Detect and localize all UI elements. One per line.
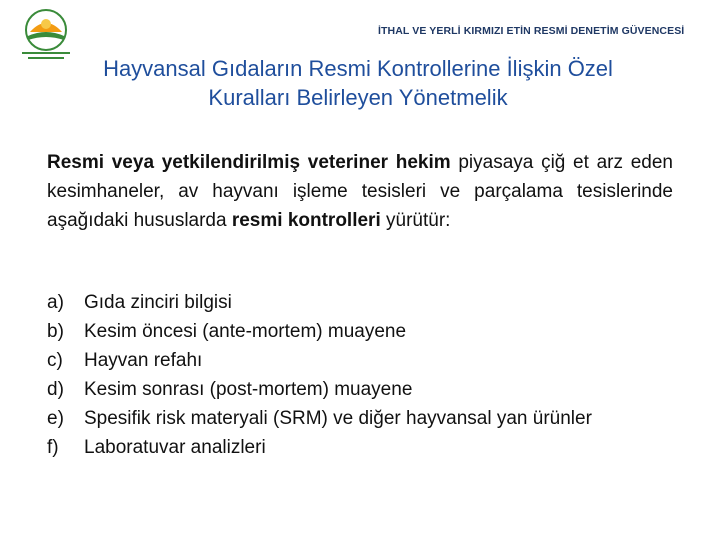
list-item — [47, 433, 677, 462]
list-item-text: Spesifik risk materyali (SRM) ve diğer hayvansal yan ürünler — [84, 408, 592, 429]
title-line-2: Kuralları Belirleyen Yönetmelik — [208, 85, 508, 110]
list-item-text: Laboratuvar analizleri — [84, 437, 266, 458]
list-item-text: Gıda zinciri bilgisi — [84, 292, 232, 313]
intro-bold-2: resmi kontrolleri — [231, 210, 381, 231]
list-item — [47, 317, 677, 346]
list-marker: d) — [47, 379, 64, 400]
list-marker: c) — [47, 350, 63, 371]
page-title — [30, 54, 686, 112]
intro-paragraph — [47, 148, 673, 235]
intro-text-1: piyasaya çiğ et arz eden kesimhaneler, av hayvanı işleme tesisleri ve parçalama tesislerinde aşağıdaki hususlarda — [47, 152, 673, 231]
list-item — [47, 288, 677, 317]
title-line-1: Hayvansal Gıdaların Resmi Kontrollerine İlişkin Özel — [103, 56, 613, 81]
list-marker: a) — [47, 292, 64, 313]
header-title: İTHAL VE YERLİ KIRMIZI ETİN RESMİ DENETİM GÜVENCESİ — [378, 25, 685, 37]
list-item — [47, 404, 677, 433]
list-marker: e) — [47, 408, 64, 429]
list-item — [47, 375, 677, 404]
list-marker: f) — [47, 437, 59, 458]
list-item-text: Hayvan refahı — [84, 350, 203, 371]
inspection-list — [47, 288, 677, 462]
intro-bold-1: Resmi veya yetkilendirilmiş veteriner hekim — [47, 152, 451, 173]
list-marker: b) — [47, 321, 64, 342]
list-item-text: Kesim öncesi (ante-mortem) muayene — [84, 321, 407, 342]
list-item — [47, 346, 677, 375]
intro-text-2: yürütür: — [380, 210, 451, 231]
list-item-text: Kesim sonrası (post-mortem) muayene — [84, 379, 413, 400]
